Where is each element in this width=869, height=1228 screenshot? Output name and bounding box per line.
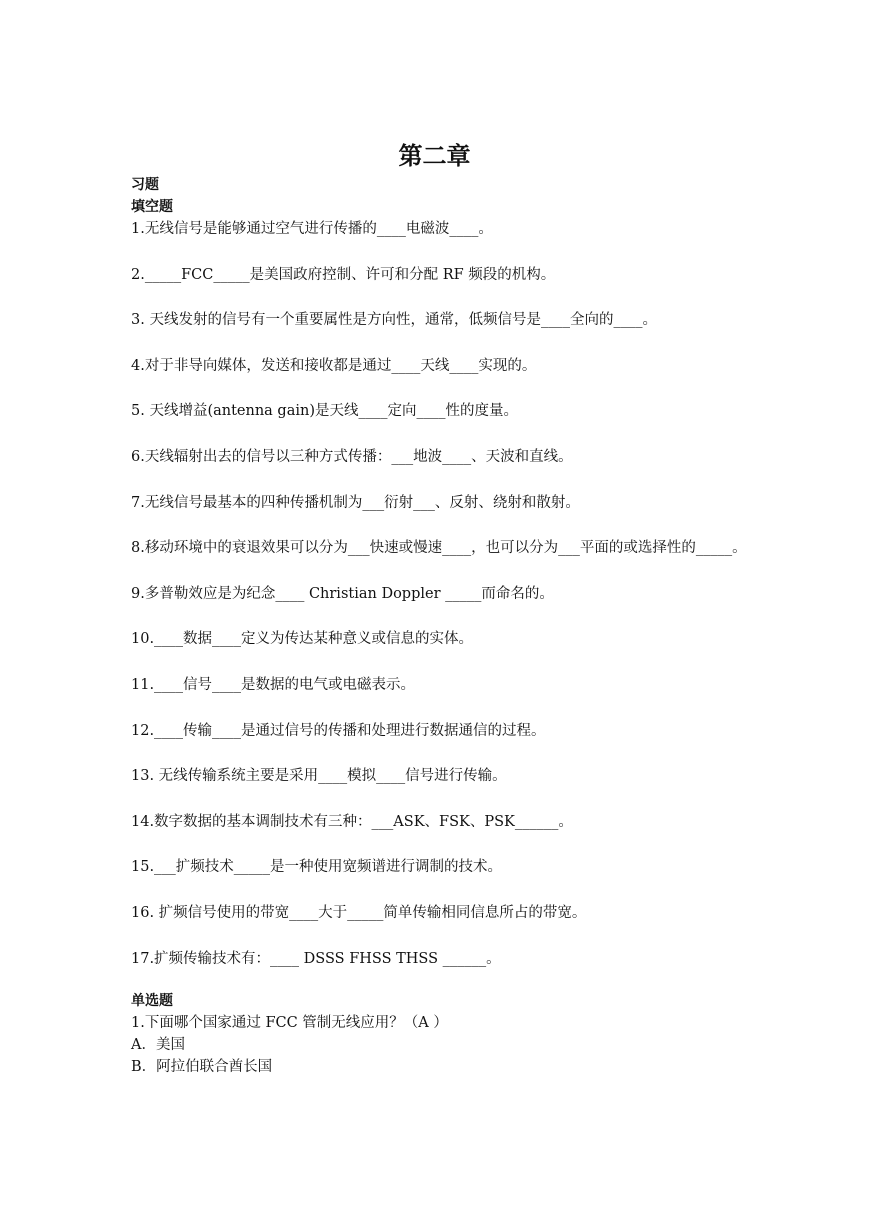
fill-blank-question: 5. 天线增益(antenna gain)是天线____定向____性的度量。: [131, 403, 518, 420]
fill-blank-question: 8.移动环境中的衰退效果可以分为___快速或慢速____，也可以分为___平面的或选择性的_____。: [131, 540, 747, 557]
fill-blank-question: 15.___扩频技术_____是一种使用宽频谱进行调制的技术。: [131, 859, 503, 876]
fill-blank-question: 13. 无线传输系统主要是采用____模拟____信号进行传输。: [131, 768, 507, 785]
fill-blank-question: 12.____传输____是通过信号的传播和处理进行数据通信的过程。: [131, 722, 546, 739]
fill-blank-question: 4.对于非导向媒体，发送和接收都是通过____天线____实现的。: [131, 357, 537, 374]
fill-blank-question: 3. 天线发射的信号有一个重要属性是方向性，通常，低频信号是____全向的____。: [131, 312, 657, 329]
fill-blank-question: 1.无线信号是能够通过空气进行传播的____电磁波____。: [131, 221, 493, 237]
fill-blank-question: 16. 扩频信号使用的带宽____大于_____简单传输相同信息所占的带宽。: [131, 904, 587, 921]
fill-blank-question: 17.扩频传输技术有：____ DSSS FHSS THSS ______。: [131, 950, 501, 967]
fill-blank-question: 7.无线信号最基本的四种传播机制为___衍射___、反射、绕射和散射。: [131, 494, 580, 511]
section-heading-fill-blank: 填空题: [131, 199, 173, 215]
fill-blank-list: [131, 218, 751, 970]
fill-blank-question: 9.多普勒效应是为纪念____ Christian Doppler _____而命名的。: [131, 585, 554, 602]
choice-option: A．美国: [131, 1036, 185, 1053]
single-choice-question: 1.下面哪个国家通过 FCC 管制无线应用？（A ）: [131, 1014, 448, 1031]
single-choice-block: [131, 1012, 751, 1078]
chapter-title: 第二章: [398, 142, 471, 170]
section-heading-single-choice: 单选题: [131, 992, 173, 1009]
choice-option: B．阿拉伯联合酋长国: [131, 1058, 273, 1075]
fill-blank-question: 11.____信号____是数据的电气或电磁表示。: [131, 676, 416, 693]
document-body: [131, 174, 751, 1078]
fill-blank-question: 6.天线辐射出去的信号以三种方式传播：___地波____、天波和直线。: [131, 448, 573, 465]
fill-blank-question: 14.数字数据的基本调制技术有三种：___ASK、FSK、PSK______。: [131, 813, 573, 830]
section-heading-exercises: 习题: [131, 177, 159, 193]
fill-blank-question: 10.____数据____定义为传达某种意义或信息的实体。: [131, 631, 474, 648]
fill-blank-question: 2._____FCC_____是美国政府控制、许可和分配 RF 频段的机构。: [131, 266, 556, 283]
